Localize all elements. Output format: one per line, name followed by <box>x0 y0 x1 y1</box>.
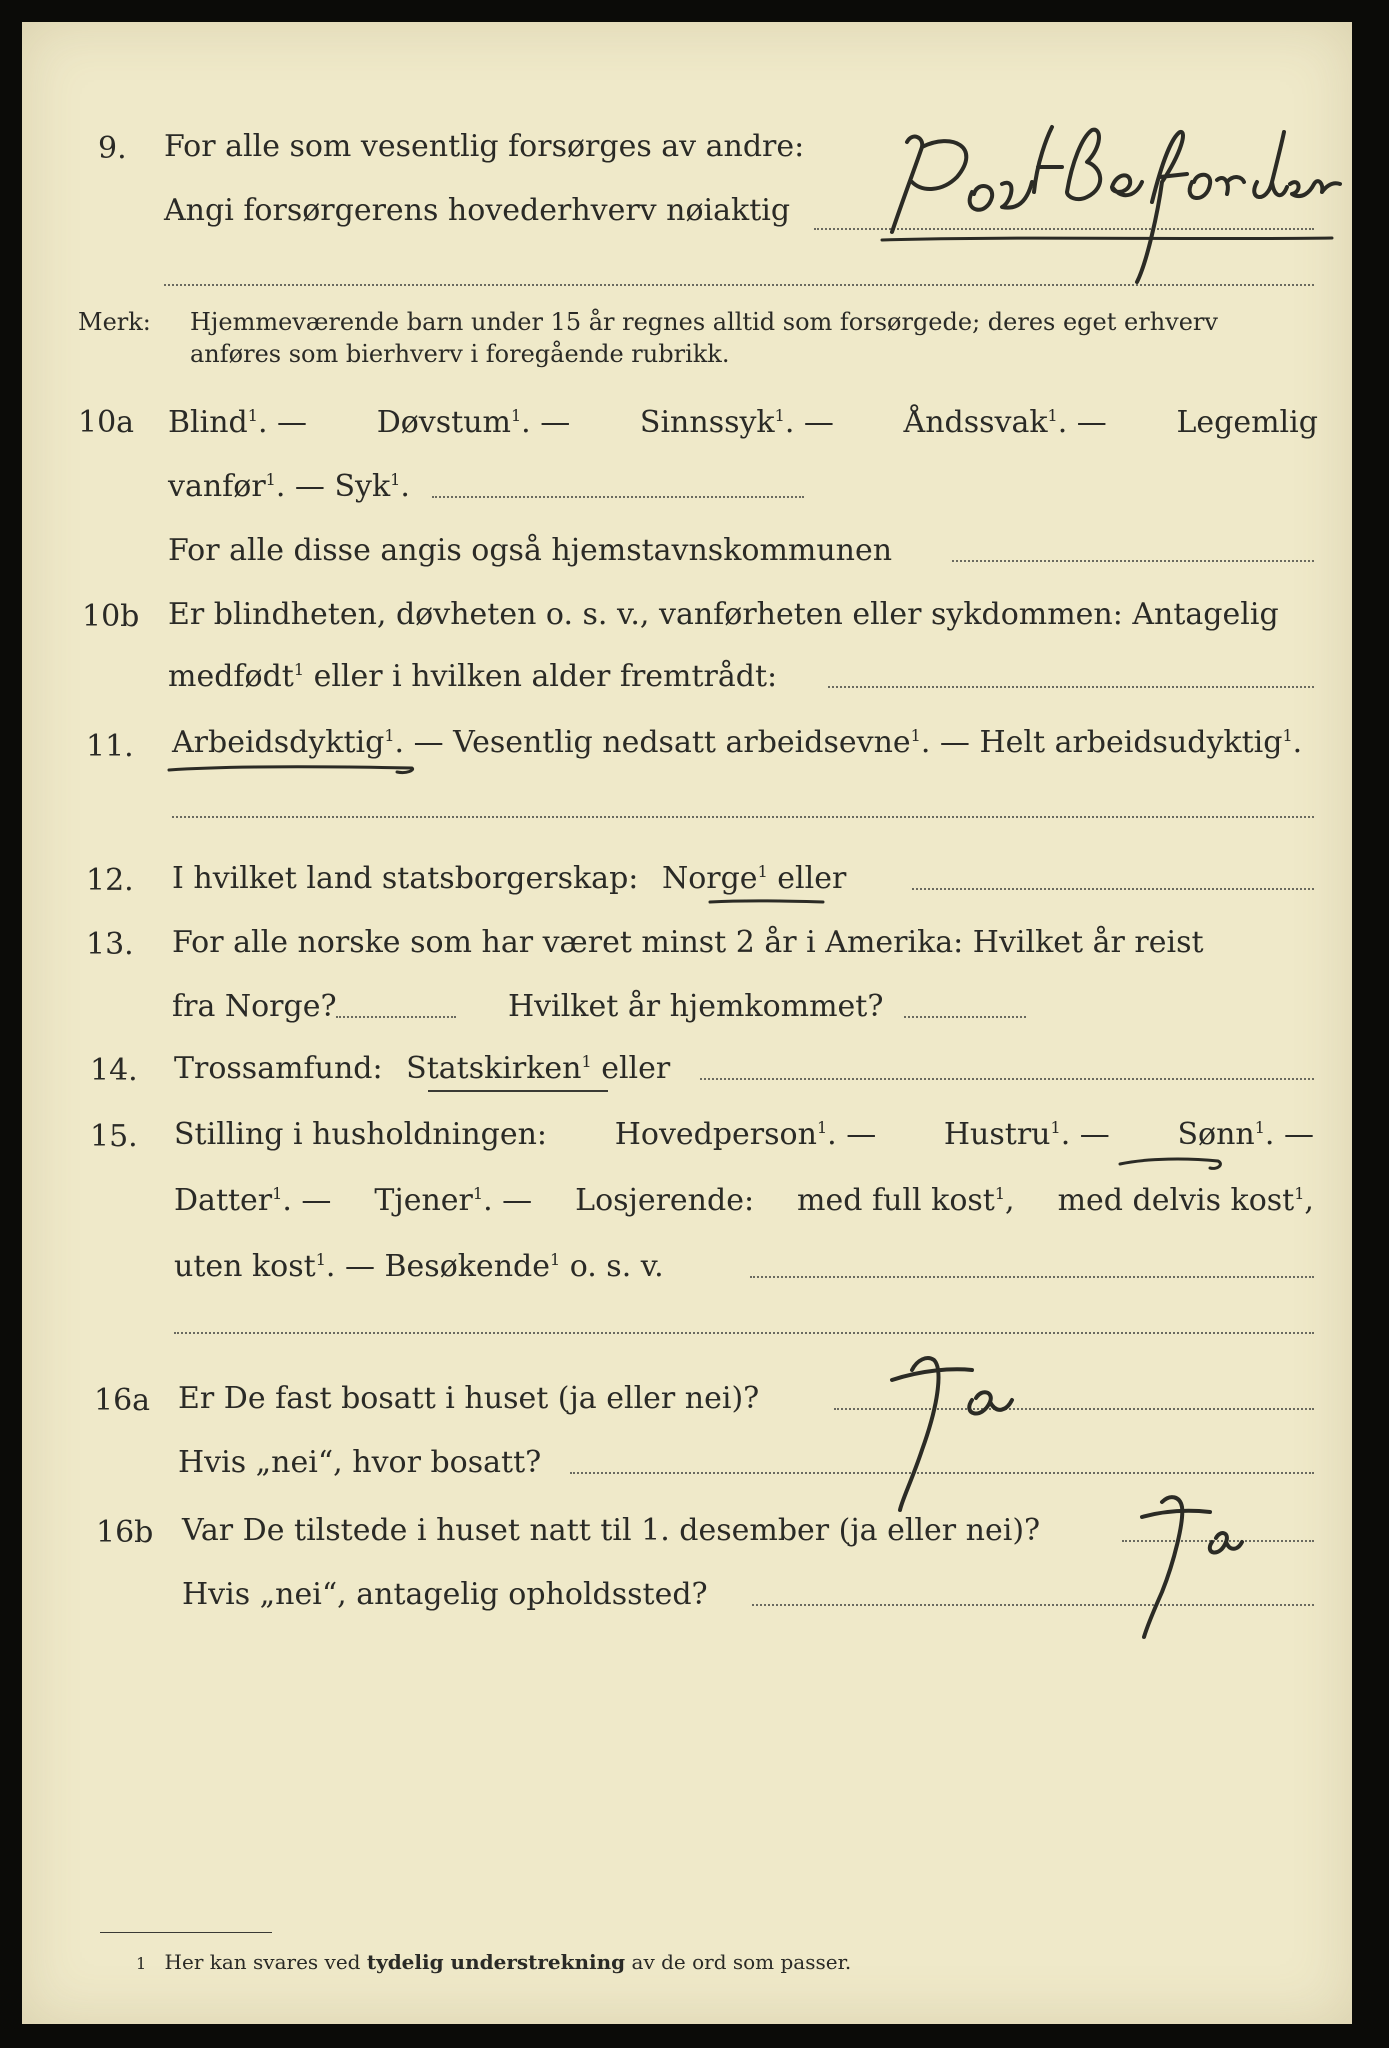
q16b-line2: Hvis „nei“, antagelig opholdssted? <box>182 1577 708 1612</box>
q15-opt-hovedperson[interactable]: Hovedperson <box>614 1117 817 1152</box>
merk-line1: Hjemmeværende barn under 15 år regnes alltid som forsørgede; deres eget erhverv <box>190 308 1218 336</box>
q13-hjemkommet-line[interactable] <box>904 1016 1026 1018</box>
q9-extra-line <box>164 284 1314 286</box>
q10b-line2: medfødt$^1$ eller i hvilken alder fremtrådt: <box>168 659 778 694</box>
q16a-number: 16a <box>94 1383 151 1418</box>
q11-opt-arbeidsdyktig[interactable]: Arbeidsdyktig <box>172 725 385 760</box>
merk-label: Merk: <box>78 308 151 336</box>
q14-opt-statskirken[interactable]: Statskirken <box>406 1051 582 1086</box>
q10b-alder-line[interactable] <box>828 686 1314 688</box>
census-form-page <box>22 22 1352 2024</box>
q10a-opt-andssvak[interactable]: Åndssvak <box>903 405 1048 440</box>
q15-opt-besokende[interactable]: Besøkende <box>384 1249 550 1284</box>
q14-number: 14. <box>90 1053 138 1088</box>
q13-reist-line[interactable] <box>336 1016 456 1018</box>
q16b-handwritten-answer <box>1122 1482 1302 1642</box>
q11-extra-line <box>172 816 1314 818</box>
q14-line: Trossamfund: Statskirken$^1$ eller <box>174 1051 671 1086</box>
q15-opt-uten-kost[interactable]: uten kost <box>174 1249 316 1284</box>
q13-number: 13. <box>86 927 134 962</box>
q10a-opt-blind[interactable]: Blind <box>168 405 248 440</box>
merk-line2: anføres som bierhverv i foregående rubrikk. <box>190 340 730 368</box>
q11-number: 11. <box>86 729 134 764</box>
q15-line1: Stilling i husholdningen: Hovedperson$^1$. — Hustru$^1$. — Sønn$^1$. — <box>174 1117 1314 1152</box>
q13-line2b: Hvilket år hjemkommet? <box>508 989 884 1024</box>
q10a-number: 10a <box>78 405 135 440</box>
q16b-number: 16b <box>96 1515 154 1550</box>
q16a-handwritten-answer <box>872 1340 1072 1520</box>
q11-opt-udyktig[interactable]: Helt arbeidsudyktig <box>979 725 1283 760</box>
footnote: 1 Her kan svares ved tydelig understrekning av de ord som passer. <box>136 1950 852 1974</box>
q9-handwritten-answer <box>862 122 1342 292</box>
q12-number: 12. <box>86 863 134 898</box>
q14-other-line[interactable] <box>700 1078 1314 1080</box>
q10b-number: 10b <box>82 599 140 634</box>
footnote-emphasis: tydelig understrekning <box>366 1950 626 1974</box>
q15-opt-datter[interactable]: Datter <box>174 1183 273 1218</box>
footnote-mark: 1 <box>136 1954 147 1973</box>
q9-number: 9. <box>98 131 127 166</box>
q15-opt-full-kost[interactable]: med full kost <box>797 1183 995 1218</box>
q15-sonn-underline-mark <box>1118 1152 1228 1174</box>
q10a-opt-sinnssyk[interactable]: Sinnssyk <box>639 405 775 440</box>
q9-line2: Angi forsørgerens hovederhverv nøiaktig <box>164 193 791 228</box>
q10a-line2: vanfør$^1$. — Syk$^1$. <box>168 469 410 504</box>
q11-opt-nedsatt[interactable]: Vesentlig nedsatt arbeidsevne <box>453 725 911 760</box>
q13-line2a: fra Norge? <box>172 989 337 1024</box>
q15-line2: Datter$^1$. — Tjener$^1$. — Losjerende: med full kost$^1$, med delvis kost$^1$, <box>174 1183 1314 1218</box>
q15-number: 15. <box>90 1119 138 1154</box>
q10a-opt-legemlig[interactable]: Legemlig <box>1176 405 1318 440</box>
q15-opt-sonn[interactable]: Sønn <box>1177 1117 1255 1152</box>
q16b-line1: Var De tilstede i huset natt til 1. desember (ja eller nei)? <box>182 1513 1041 1548</box>
q15-opt-delvis-kost[interactable]: med delvis kost <box>1057 1183 1295 1218</box>
footnote-rule <box>100 1932 272 1933</box>
q12-other-line[interactable] <box>912 888 1314 890</box>
q11-underline-mark <box>167 760 417 780</box>
q12-underline-mark <box>708 894 828 912</box>
q10a-line1: Blind$^1$. — Døvstum$^1$. — Sinnssyk$^1$. — Åndssvak$^1$. — Legemlig <box>168 405 1318 440</box>
q9-line1: For alle som vesentlig forsørges av andre: <box>164 129 805 164</box>
q10b-line1: Er blindheten, døvheten o. s. v., vanførheten eller sykdommen: Antagelig <box>168 597 1279 632</box>
q10a-opt-vanfor[interactable]: vanfør <box>168 469 266 504</box>
q16a-line1: Er De fast bosatt i huset (ja eller nei)? <box>178 1381 760 1416</box>
q15-extra-line <box>174 1332 1314 1334</box>
q10b-opt-medfodt[interactable]: medfødt <box>168 659 294 694</box>
q15-opt-tjener[interactable]: Tjener <box>374 1183 473 1218</box>
q10a-line3: For alle disse angis også hjemstavnskommunen <box>168 533 893 568</box>
q15-osv-line[interactable] <box>750 1276 1314 1278</box>
q10a-hjemstavn-line[interactable] <box>952 560 1314 562</box>
q14-underline-mark <box>428 1090 608 1092</box>
q16a-line2: Hvis „nei“, hvor bosatt? <box>178 1445 542 1480</box>
q15-line3: uten kost$^1$. — Besøkende$^1$ o. s. v. <box>174 1249 664 1284</box>
q12-opt-norge[interactable]: Norge <box>661 861 758 896</box>
q11-line: Arbeidsdyktig$^1$. — Vesentlig nedsatt arbeidsevne$^1$. — Helt arbeidsudyktig$^1$. <box>172 725 1303 760</box>
q13-line1: For alle norske som har været minst 2 år i Amerika: Hvilket år reist <box>172 925 1204 960</box>
q12-line: I hvilket land statsborgerskap: Norge$^1$ eller <box>172 861 847 896</box>
q10a-opt-dovstum[interactable]: Døvstum <box>376 405 511 440</box>
q10a-syk-line[interactable] <box>432 496 804 498</box>
q15-opt-hustru[interactable]: Hustru <box>943 1117 1051 1152</box>
q10a-opt-syk[interactable]: Syk <box>334 469 391 504</box>
